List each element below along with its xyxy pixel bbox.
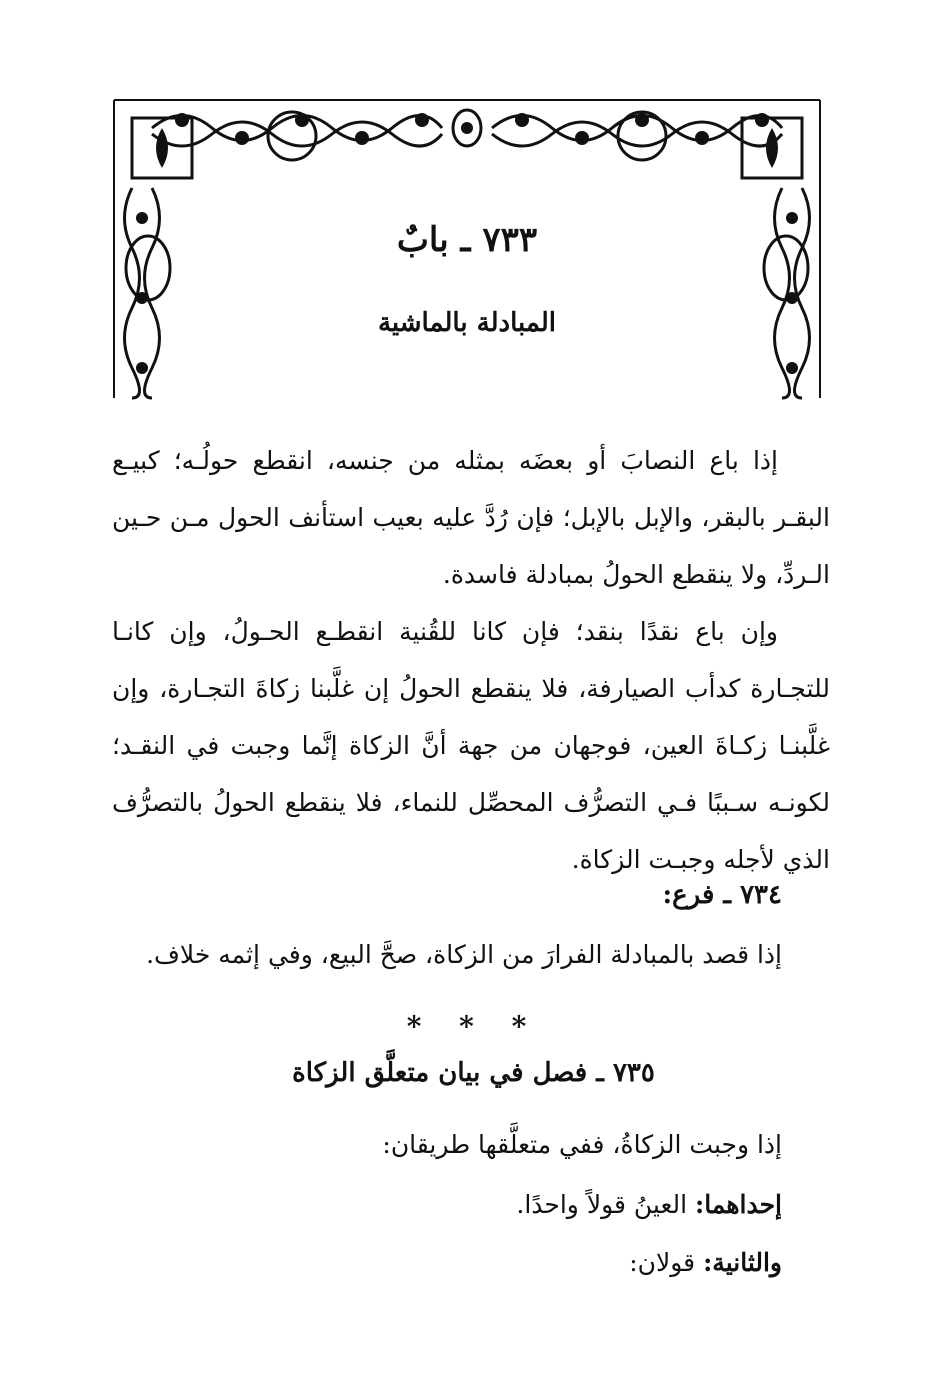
section-heading-734: ٧٣٤ ـ فرع: — [662, 880, 782, 910]
paragraph-2 — [112, 603, 830, 888]
second-method-text: قولان: — [629, 1248, 696, 1277]
first-method-label: إحداهما: — [695, 1190, 782, 1219]
section-734-text: إذا قصد بالمبادلة الفرارَ من الزكاة، صحَّ البيع، وفي إثمه خلاف. — [146, 940, 782, 969]
section-735-intro: إذا وجبت الزكاةُ، ففي متعلَّقها طريقان: — [382, 1130, 782, 1159]
paragraph-1 — [112, 432, 830, 603]
ornamental-header-frame — [112, 98, 822, 400]
second-method — [629, 1248, 782, 1277]
second-method-label: والثانية: — [703, 1248, 782, 1277]
chapter-subtitle: المبادلة بالماشية — [377, 308, 557, 338]
paragraph-2-text: وإن باع نقدًا بنقد؛ فإن كانا للقُنية انقطـع الحـولُ، وإن كانـا للتجـارة كدأب الصيارفة، فلا ينقطع الحولُ إن غلَّبنا زكاةَ التجـارة، وإن غلَّبنـا زكـاةَ العين، فوجهان من جهة أنَّ الزكاة إنَّما وجبت في النقـد؛ لكونـه سـببًا فـي التصرُّف المحصِّل للنماء، فلا ينقطع الحولُ بالتصرُّف الذي لأجله وجبـت الزكاة. — [112, 617, 830, 874]
first-method-text: العينُ قولاً واحدًا. — [516, 1190, 688, 1219]
section-heading-735: ٧٣٥ ـ فصل في بيان متعلَّق الزكاة — [292, 1058, 655, 1088]
paragraph-1-text: إذا باع النصابَ أو بعضَه بمثله من جنسه، انقطع حولُـه؛ كبيـع البقـر بالبقر، والإبل بالإبل؛ فإن رُدَّ عليه بعيب استأنف الحول مـن حـين الـردِّ، ولا ينقطع الحولُ بمبادلة فاسدة. — [112, 446, 830, 589]
chapter-title: ٧٣٣ ـ بابٌ — [396, 220, 538, 260]
section-separator: * * * — [406, 1010, 541, 1043]
first-method — [516, 1190, 782, 1219]
